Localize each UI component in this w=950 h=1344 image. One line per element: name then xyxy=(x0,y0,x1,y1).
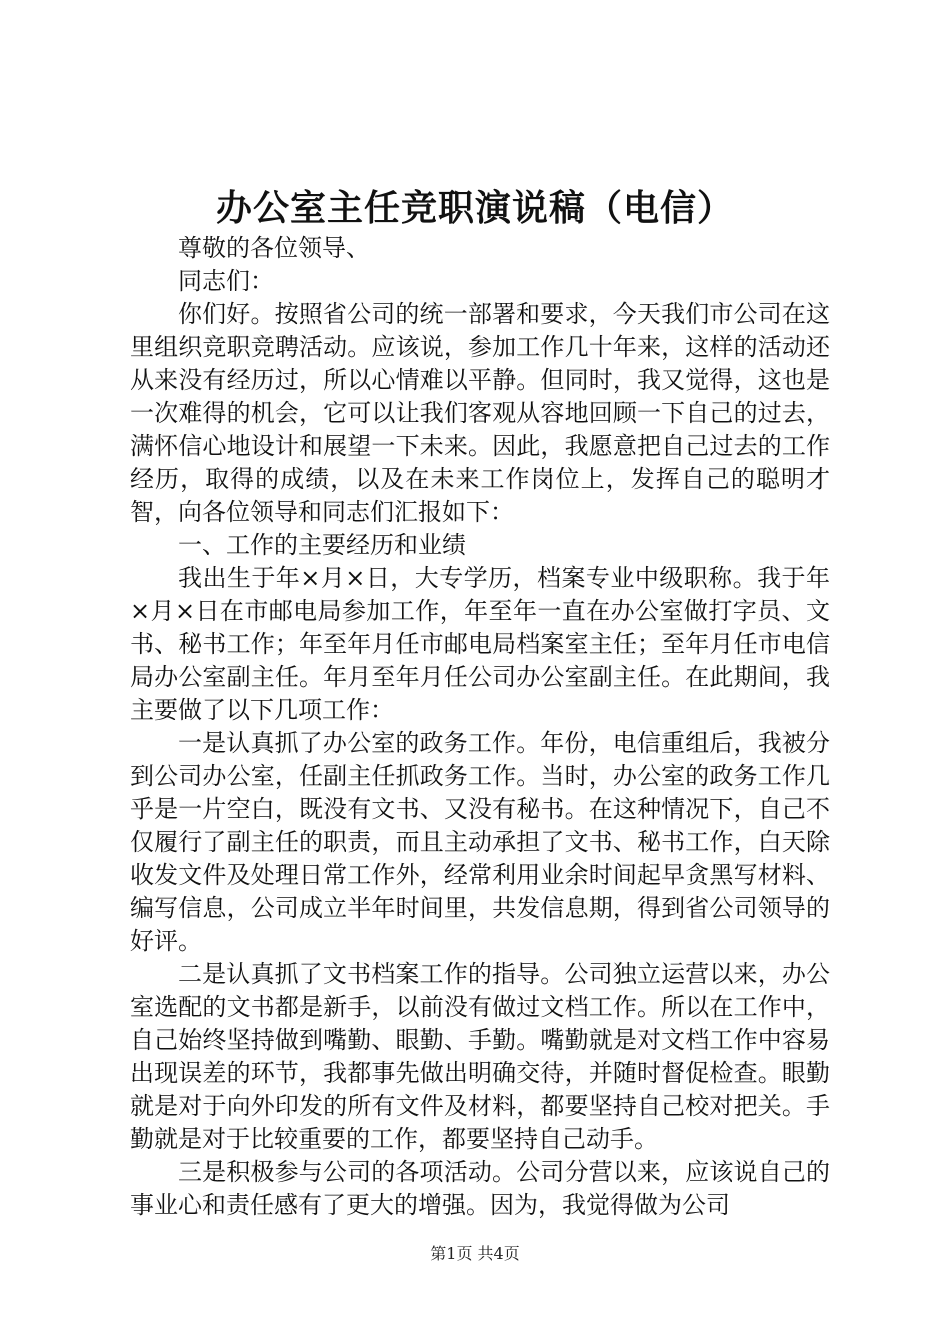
page-number: 第1页 共4页 xyxy=(430,1244,520,1263)
section-heading: 一、工作的主要经历和业绩 xyxy=(178,531,466,559)
document-title: 办公室主任竞职演说稿（电信） xyxy=(215,187,734,229)
salutation-line: 同志们： xyxy=(178,267,274,295)
body-paragraph: 你们好。按照省公司的统一部署和要求，今天我们市公司在这里组织竞职竞聘活动。应该说，参加工作几十年来，这样的活动还从来没有经历过，所以心情难以平静。但同时，我又觉得，这也是一次难得的机会，它可以让我们客观从容地回顾一下自己的过去，满怀信心地设计和展望一下未来。因此，我愿意把自己过去的工作经历，取得的成绩，以及在未来工作岗位上，发挥自己的聪明才智，向各位领导和同志们汇报如下： xyxy=(130,300,830,526)
document-body xyxy=(130,232,830,1222)
body-paragraph: 二是认真抓了文书档案工作的指导。公司独立运营以来，办公室选配的文书都是新手，以前没有做过文档工作。所以在工作中，自己始终坚持做到嘴勤、眼勤、手勤。嘴勤就是对文档工作中容易出现误差的环节，我都事先做出明确交待，并随时督促检查。眼勤就是对于向外印发的所有文件及材料，都要坚持自己校对把关。手勤就是对于比较重要的工作，都要坚持自己动手。 xyxy=(130,960,830,1153)
body-paragraph: 三是积极参与公司的各项活动。公司分营以来，应该说自己的事业心和责任感有了更大的增强。因为，我觉得做为公司 xyxy=(130,1158,830,1219)
salutation-line: 尊敬的各位领导、 xyxy=(178,234,370,262)
body-paragraph: 一是认真抓了办公室的政务工作。年份，电信重组后，我被分到公司办公室，任副主任抓政务工作。当时，办公室的政务工作几乎是一片空白，既没有文书、又没有秘书。在这种情况下，自己不仅履行了副主任的职责，而且主动承担了文书、秘书工作，白天除收发文件及处理日常工作外，经常利用业余时间起早贪黑写材料、编写信息，公司成立半年时间里，共发信息期，得到省公司领导的好评。 xyxy=(130,729,830,955)
body-paragraph: 我出生于年×月×日，大专学历，档案专业中级职称。我于年×月×日在市邮电局参加工作，年至年一直在办公室做打字员、文书、秘书工作；年至年月任市邮电局档案室主任；至年月任市电信局办公室副主任。年月至年月任公司办公室副主任。在此期间，我主要做了以下几项工作： xyxy=(130,564,830,724)
